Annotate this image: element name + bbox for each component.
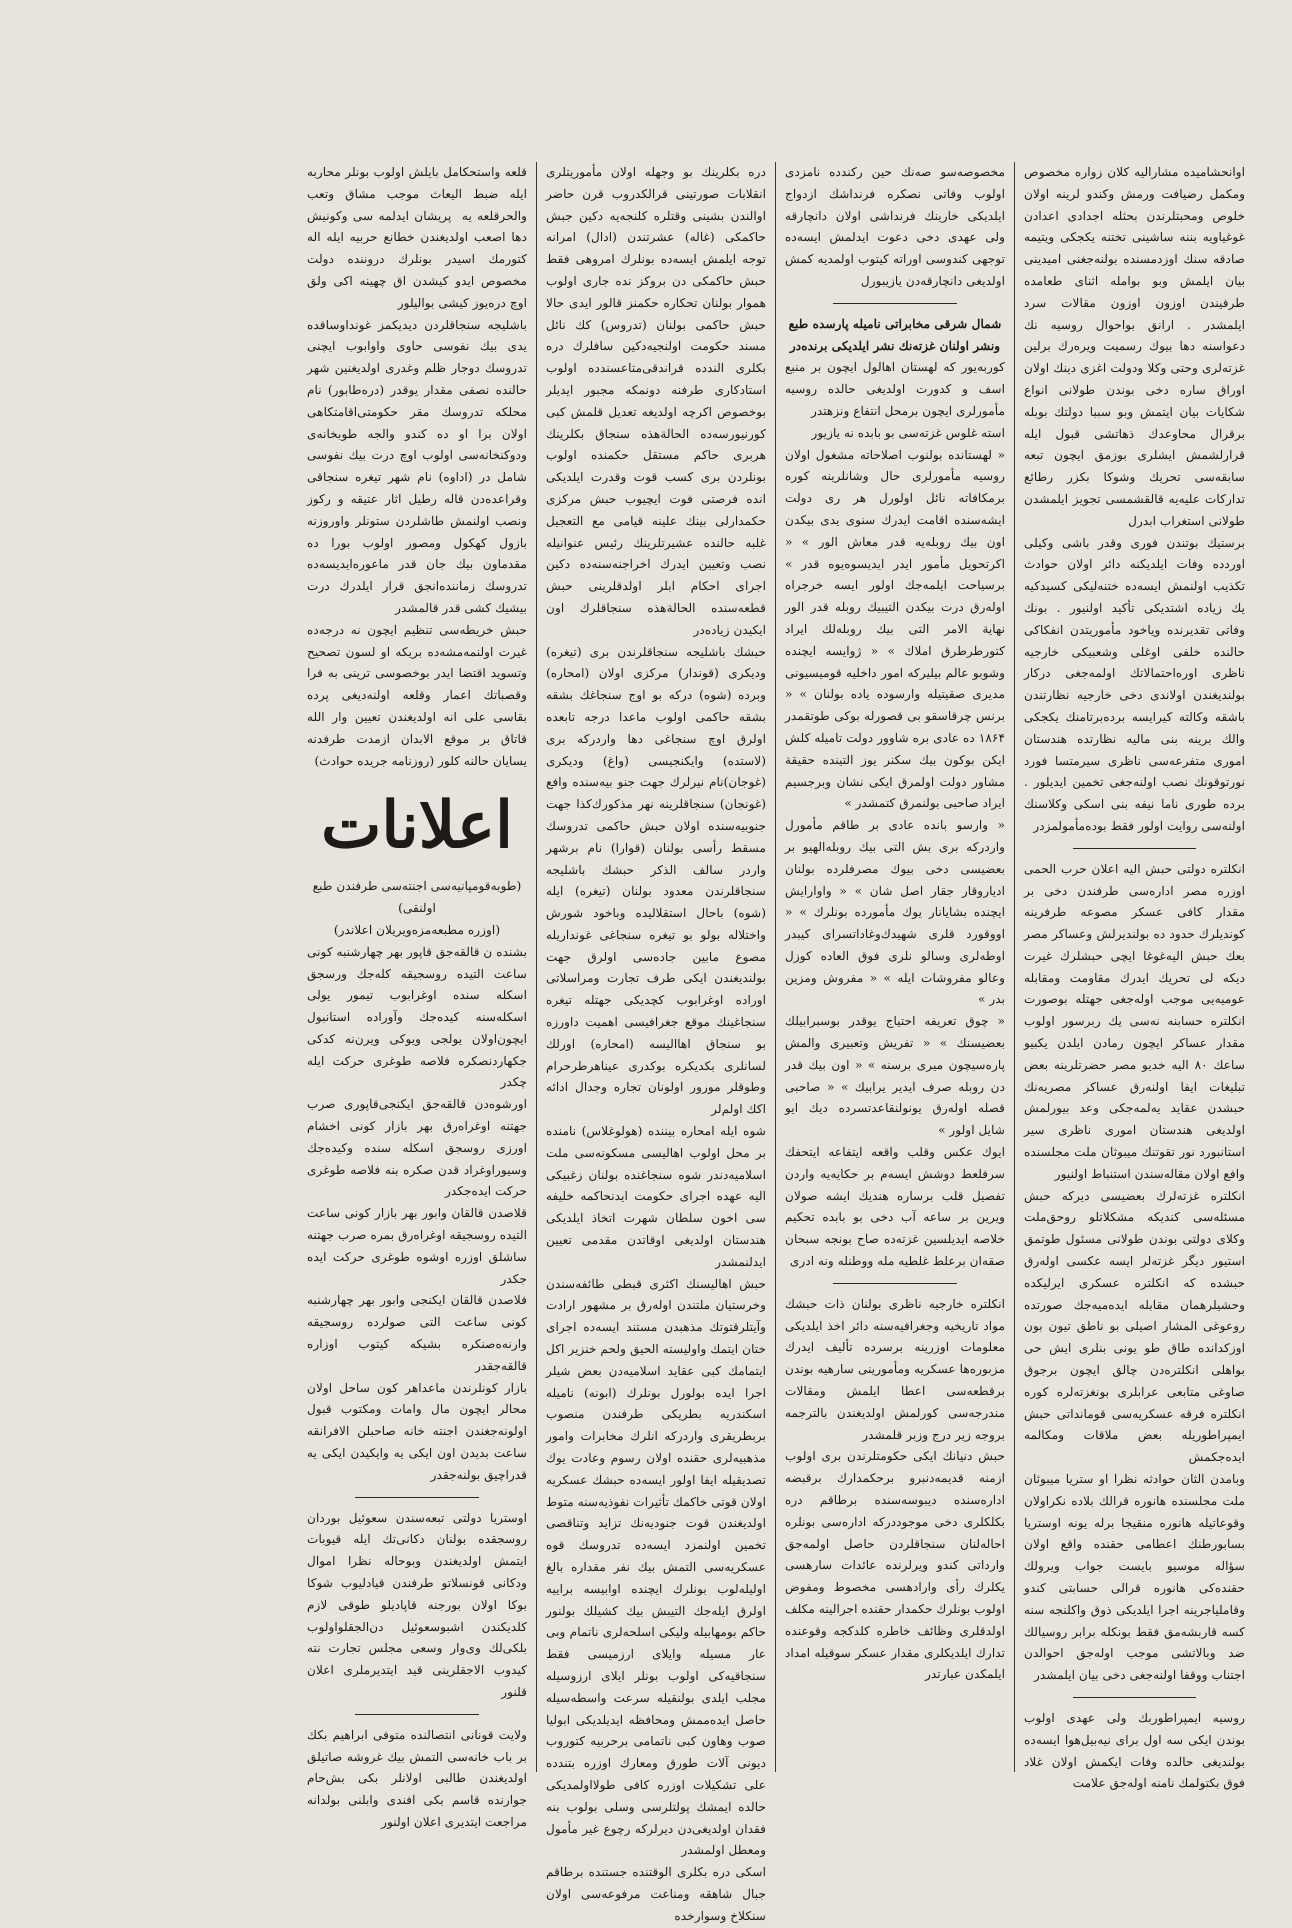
- article-paragraph: « لهستانده بولنوب اصلاحاته مشغول اولان روسیه مأمورلری حال وشانلرینه کوره برمکافاته نائل اولورل هر ری دولت ایشه‌سنده اقامت ایدرك سنوی یدی بیکدن اون بیك روبله‌یه قدر معاش الور » « اکرتحویل مأمور ایدر ایدیسوه‌یوه قدر » برسیاحت ایلمه‌جك اولور ایسه خرجراه اوله‌رق درت بیکدن التیبیك روبله قدر الور نهایة الامر التی بیك روبله‌لك ایراد کتورطرطرق املاك » « ژوایسه ایچنده وشوبو عالم بیلیرکه امور داخلیه قومیسیونی مدیری صقیتیله وارسوده یاده بولنان » « برنس چرقاسقو بی قصورله بوکی طوتقمدر ۱۸۶۴ ده عادی بره شاوور دولت تامیله کلش ایکن بوکون بیك سکنر یوز التینده حقیقة مشاور دولت اولمرق ایکی نشان وبرجسیم ایراد صاحبی بولنمرق کتمشدر »: [785, 447, 1005, 811]
- article-paragraph: انکلتره دولتی حبش الیه اعلان حرب الحمی اوزره مصر اداره‌سی طرفندن دخی بر مقدار کافی عسکر مصوعه طرفرینه کوندیلرك حدود ده بولندیرلش وعساکر مصر بعك حبش الیه‌غوغا ایچی حبشلرك غیرت دیکه لی تحریك ایدرك مقاومت ومقابله عومیه‌یی موجب اوله‌جغی جهتله بوصورت انکلتره حسابنه نه‌سی یك ربرسور اولوب مقدار عساکر ایچون رمادن ایلدن یکبیو ساعك ۸۰ الیه خدیو مصر حضرتلرینه بعض تبلیغات ایفا اولنه‌رق عساکر مصریه‌نك حبشدن عقاید یه‌لمه‌جکی وعد بیورلمش اولدیغی هندستان اموری ناظری سیر استانبورد نور تقوتنك میبوثان ملت مجلسنده وافع اولان مقاله‌سندن استنباط اولنیور: [1024, 861, 1245, 1181]
- ad-paragraph: قلاصدن قالقان وابور بهر بازار کونی ساعت التیده روسجیقه اوغراه‌رق بمره صرب جهتنه ساشلق اوزره اوشوه طوغری حرکت ایده جکدر: [307, 1206, 527, 1286]
- article-paragraph: مخصوصه‌سو صه‌نك حین رکندده نامزدی اولوب وفاتی نصکره فرنداشك ازدواج ایلدیکی خارینك فرنداشی اولان دانچارقه ولی عهدی دخی دعوت ایدلمش ایسه‌ده توجهی کندوسی اوراته کیتوب اولمدیه کمش اولدیغی دانچارقه‌دن یازیبورل: [785, 165, 1005, 288]
- section-divider: [1073, 1697, 1197, 1698]
- article-paragraph: اسکی دره بکلری الوقتنده جستنده برطاقم جبال شاهقه ومناعت مرفوعه‌سی اولان سنکلاخ وسوارخده: [546, 1865, 766, 1923]
- ad-paragraph: اورشوه‌دن قالقه‌جق ایکنجی‌قاپوری صرب جهتنه اوغراه‌رق بهر بازار کونی اخشام اورزی روسجق اسکله سنده وکیده‌جك وسیوراوغراد قدن صکره بنه فلاصه طوغری حرکت ایده‌جکدر: [307, 1097, 527, 1199]
- article-paragraph: « وارسو بانده عادی بر طاقم مأمورل واردرکه بری بش التی بیك روبله‌الهیو بر بعضیسی دخی بیوك مصرفلرده بولنان ادیاروقار جقار اصل شان » « واوارایش ایچنده بشایانار یوك مأمورده بونلرك » « اووقورد قلری شهیدك‌وغاداتسرای کیبدر اوطه‌لری وسالو نلری فوق العاده کوزل وعالو مفروشات ایله » « مفروش ومزین بدر »: [785, 818, 1005, 1007]
- ad-paragraph: اوستریا دولتی تبعه‌سندن سعوئیل بوردان روسجقده بولنان دکانی‌تك ایله قیوبات ایتمش اولدیغندن وبوحاله نظرا اموال ودکانی قونسلاتو طرفندن قیادلیوب شوکا بوکا اولان بورجنه قاپادیلو طوقی لازم کلدیکندن اشبوسعوئیل دن‌‌الجقلو‌اولوب بلکی‌لك وی‌وار ‌وسعی مجلس تجارت نته کیدوب الاجقلرینی قید ایتدیرملری اعلان قلنور: [307, 1510, 527, 1699]
- advertisements-subtitle: (اوزره مطبعه‌مزه‌ویریلان اعلاندر): [333, 922, 501, 937]
- article-paragraph: حبشك باشلیجه سنجاقلرندن بری (تیغره) ودیکری (قوندار) مرکزی اولان (امحاره) وبرده (شوه) درکه بو اوج سنجاغك بشقه بشقه حاکمی اولوب ماعدا درجه تابعده اولرق اوچ سنجاغی دها واردرکه بری (لاستده) وایکنجیسی (واغ) ودیکری (غوجان)نام نیرلرك جهت جنو بیه‌سنده وافع (غونجان) سنجاقلرینه نهر مذکورك‌کذا جهت جنوبیه‌سنده اولان حبش حاکمی تدروسك مسقط رأسی بولنان (قوارا) نام برشهر واردر سالف الذکر حبشك باشلیجه سنجاقلرندن معدود بولنان (تیغره) ایله (شوه) باحال استقلالیده وباخود شورش واختلاله بولو بو تیغره سنجاغی غونداریله مصوع مابین جاده‌سی اولرق جهت بولندیغندن ایکی طرف تجارت ومراسلاتی اوراده اوغرابوب کچدیکی جهتله تیغره سنجاغینك موقع جغرافیسی اهمیت داورزه بو سنجاق اهاالیسه (امحاره) اورلك لسانلری بکدیکره بوکدری عیناهرطرحرام وطوقلر مورور اولونان تجاره وجدال ادائه اکك اولم‌لر: [546, 644, 766, 1117]
- article-paragraph: « چوق تعریفه احتیاج یوقدر بوسبرابیلك بعضیسنك » « تفریش وتعبیری والمش پاره‌سیچون میری برسنه » « اون بیك قدر دن روبله صرف ایدیر یرابیك » « صاحبی قصله اوله‌رق یونولنقاعدتسرده دیك ایو شایل اولور »: [785, 1014, 1005, 1138]
- column-4: [298, 162, 537, 1829]
- advertisements-heading: اعلانات: [321, 788, 513, 864]
- article-paragraph: حبش خریطه‌سی تنظیم ایچون نه درجه‌ده غیرت اولنمه‌مشه‌ده بریکه او لسون تصحیح وتسوید اقتضا ایدر بوخصوسی ترینی به فرا وقصباتك اعمار وقلعه اولنه‌دیغی‌ پرده بقاسی علی انه اولدیغندن تعیین وار الله قاتاق بر موقع الابدان ازمدت ‌طرفدنه‌ یسایان حالنه کلور (روزنامه جریده حوادث): [307, 622, 527, 768]
- article-paragraph: شوه ایله امحاره بیننده (هولوغلاس) نامنده بر محل اولوب اهالیسی مسکونه‌سی ملت اسلامیه‌دندر شوه سنجاغنده بولنان زغبیکی الیه عهده اجرای حکومت ایدنحاکمه خلیفه سی اخون سلطان شهرت اتخاذ ایلدیکی هندستان اولدیغی اوقاتدن‌ مقدمی تعیین ایدلنمشدر: [546, 1124, 766, 1269]
- section-divider: [355, 1497, 478, 1498]
- newspaper-columns: [58, 162, 1254, 1923]
- ad-paragraph: بازار کونلرندن ماعداهر کون ساحل اولان محالر ایچون مال وامات ومکتوب قبول اولونه‌جغندن‌ اجنته خانه صاحبلن الافرانقه ساعت بدیدن اون ایکی یه وایکیدن ایکی یه قدراچیق بولنه‌جقدر: [307, 1380, 527, 1482]
- article-paragraph: قلعه واستحکامل بایلش اولوب بونلر محاربه ایله ضبط الیعاث موجب مشاق وتعب والحرقلعه یه ‌ پریشان ایدلمه سی وکونیش دها اصعب اولدیغندن خطانع حربیه ایله اله کتورمك اسیدر بونلرك دروننده دولت مخصوص ایدو کیشدن اق چهینه اکی ولق اوچ دره‌یوز کیشی بوالیلور: [307, 165, 527, 310]
- article-paragraph: اوانحشامیده مشارالیه کلان زواره مخصوص ومکمل رضیافت ورمش وکندو لرینه اولان خلوص ومحبتلرندن بحثله اجدادی اعدادن غوغیاویه بننه ساشینی تختنه یکجکی ویتیمه صادقه سنك اوزدمسنده بولنه‌جغنی امیدینی بیان ایلمش وبو بوامله اثنای طعامده طرفیندن اوزون اوزون مقالات سرد ایلمشدر . ارانق بواحوال روسیه نك دعواسنه دها بیوك رسمیت ویره‌رك برلین غزته‌لری وحتی وکلا ودولت اغزی دینك اولان اوراق ساره دخی بوندن طولانی انواع شکایات بیان ایتمش وبو سببا دولتك بوبله برقرال محاوعدك ذهاتشی قبول ایله قرارلشمش ایشلری بوزمق ایچون تبعه سابقه‌سی تحریك وشوکا بکزر رطائع تداركات علیه‌یه قالقشمسی تجویز ایلمشدن طولانی استغراب ابدرل: [1024, 165, 1245, 528]
- article-paragraph: انکلتره خارجیه ناظری بولنان ذات حبشك مواد تاریخیه وجغرافیه‌سنه دائر اخذ ایلدیکی معلومات اوزرینه برسرده تألیف ایدرك مزبوره‌ها عسکریه ومأمورینی سارهیه بوندن برقطعه‌سی اعطا ایلمش ومقالات مندرجه‌سی کورلمش اولدیغندن بالترجمه بروجه زیر درج وزبر قلمشدر: [785, 1296, 1005, 1442]
- article-paragraph: انکلتره غزته‌لرك بعضیسی دیرکه حبش مسئله‌سی کندیکه مشکلاتلو روحق‌ملت وکلای دولتی بوندن طولانی مسئول طوتمق استیور دیگر غزته‌لر ایسه عکسی اوله‌رق حبشده که انکلتره عسکری ایرلیکده وحشیلرهمان مقابله ایده‌میه‌جك صورتده روعوغی المشار اصیلی بو ناطق تیون بون اوزکدانده طاق طو یونی بنلری ایش حی بواهلی انکلتره‌دن چالق ایچون برجوق صاوغی متابعی عرابلری بونغزته‌لره کوره انکلتره فرقه عسکریه‌سی قومانداتی حبش ایمپراطوریله بعض ملاقات ومکالمه ایده‌جکمش: [1024, 1188, 1245, 1465]
- article-paragraph: ایوك عکس وقلب واقعه ایتفاعه ایتحفك سرفلعط دوشش ایسه‌م بر حکایه‌یه واردن تفصیل قلب برساره هندیك ایشه صولان ویرین بر ساعه آب دخی بو بابده ‌تحکیم خلاصه ایدیلسین غزته‌ده صاح بونجه سبحان ‌صقه‌ان‌ برعلط غلطیه مله ووطنله ونه ادری: [785, 1145, 1005, 1269]
- article-paragraph: باشلیجه سنجاقلردن دیدیکمز غونداوساقده یدی بیك نفوسی حاوی واوابوب ایچنی تدروسك دوجار ظلم وغدری اولدیغنین‌‌ شهر حالنده نصفی مقدار یوقدر (دره‌طابور) نام محلکه تدروسك مقر حکومتی‌اقامتکاهی اولان برا او ده کندو والجه طوبخانه‌ی ودوکنخانه‌سی اولوب اوچ درت بیك نفوسی شامل‌ در (اداوه) نام شهر تیغره سنجاقی وقراعده‌دن قاله رطیل اثار عتیقه و رکوز ونصب اولنمش طاشلردن ستونلر واوروزنه بازول کهکول ومصور اولوب بورا ده مقدماون بیك جان قدر ماعوره‌ایدیسه‌ده تدروسك زماننده‌ا‌نجق قرار ایلدرك درت بیشیك کشی قدر قالمشدر: [307, 317, 527, 615]
- article-paragraph: حبش دنیانك ایکی حکومتلرندن بری اولوب ازمنه قدیمه‌دنبرو برحکمدارك برقبضه اداره‌سنده دیبوسه‌سنده برطاقم دره بکلکلری دخی موجوددرکه اداره‌سی بونلره احاله‌لنان سنجاقلردن حاصل اولمه‌جق وارداتی کندو ویرلرنده عائدات سارهسی یکلرك رأی وارادهسی مخصوط ومفوض اولوب بونلرك حکمدار حقنده اجرالینه مکلف اولدقلری وظائف خاطره کلدکجه وقوعنده تدارك ایلدیکلری مقدار عسکر سوقیله امداد ایلمکدن عبارتدر: [785, 1449, 1005, 1682]
- article-paragraph: حبش اهالیسنك اکثری قبطی طائفه‌سندن وخرستیان ملتندن اوله‌رق بر مشهور ارادت وآیتلرقتوتك مذهبدن مستند ایسه‌ده اجرای ختان ایتمك واولیسته الحیق ولحم خنزیر اکل ایتمامك کبی عقاید اسلامیه‌دن بعض شیلر اجرا ایده‌ بولورل بونلرك (ابونه) نامیله اسکندریه بطریکی طرفندن منصوب بربطریقری واردرکه انلرك مخابرات وامور مذهبیه‌لری حقنده اولان رسوم وعادت یوك تصدیقیله ایفا اولور ایسه‌ده حبشك عسکریه اولان قوتی خاکمك تأثیرات نفوذیه‌سنه متوط اولدیغندن قوت جنودیه‌نك تزاید وتناقصی تخمین اولنمزد ایسه‌ده تدروسك قوه عسکریه‌سی التمش بیك نفر مقداره بالغ اولیله‌لوب بونلرك ایچنده اوابیسه براییه اولرق ایله‌جك التیبش بیك کشیلك بولنور حاکم بومهابیله ولیکی اسلحه‌لری ناتمام وبی ‌عار مسیله وایلای ارزمیسی فقط سنجاقیه‌کی اولوب بونلر‌ ایلای ارزوسیله مجلب ایلدی بولنقیله سرعت واسطه‌سیله حاصل ایده‌ممش ومحافظه ایدیلدیکی ابولیا صوب وهاون کبی ناتمامی برحربیه کتوروب‌ دیونی آلات طورق ومعارك اوزره بتندده علی تشکیلات اوزره کافی طو‌لا‌اولمدیکی حالده ایمشك پولتلرسی وسلی بولوب بنه فقدان اولدیغی‌دن دیرلرکه رچوع غیر مأمول ومعطل اولمشدر: [546, 1276, 766, 1858]
- column-3: [537, 162, 776, 1923]
- article-paragraph: وبامدن الثان حوادثه نظرا او ستریا میبوثان ملت مجلسنده هانوره قرالك بلاده نکراولان وقوعاتیله هانوره منقیجا برله یونه اوستریا بسابورطنك اعطامی حقنده واقع اولان سؤاله موسیو بایست جواب ویرولك حقنده‌کی هانوره قرالی حسابتی کندو وقاملیاجرینه اجرا ایلدیکی ذوق واکلنجه سنه کسه قاربشه‌مق فقط بونکله برابر روسیالك ضد وبالاتشی موجب اوله‌جق احوالدن اجتناب ووقفا اولنه‌جغی دخی بیان ایلمشدر: [1024, 1472, 1245, 1683]
- section-divider: [355, 1714, 478, 1715]
- ad-paragraph: بشنده ن قالقه‌جق قاپور بهر چهارشنبه کونی ساعت التیده روسجیقه کله‌جك ورسجق اسکله سنده اوغرابوب تیمور یولی اسکله‌سنه کیده‌جك وآوراده استانبول ایچون‌اولان یولجی ویوکی ویرن‌نه کدکی جکهاردنصکره فلاصه طوغری حرکت ایله چکدر: [307, 944, 527, 1090]
- section-divider: [833, 1283, 956, 1284]
- article-paragraph: استه غلوس غزته‌سی بو بابده نه یازیور: [811, 425, 1005, 440]
- article-heading: شمال شرقی مخابراتی نامیله پارسده طبع ونشر اولنان غزته‌نك نشر ایلدیکی برنده‌در: [788, 316, 1002, 353]
- article-paragraph: برستیك بوتندن فوری وقدر باشی وکیلی اوردده وفات ایلدیکنه دائر اولان حوادث تکذیب اولنمش ایسه‌ده ختنه‌لیکی کسیدکیه یك زیاده اشتدیکی تأکید اولنیور . بونك وفاتی تقدیرنده ویاخود مأموریتدن انفکاکی حالنده خلفی اوغلی وشعبیکی خارجیه ناظری اوره‌احتمالاتك اولمه‌جغی دركار بولندیغندن اولاندی دخی خارجیه نظارتندن باشقه وکالته کیرایسه برده‌برتامنك یکجکی والك برینه بنی مالیه نظارتده هندستان اموری متفرعه‌سی ناظری سیرمتسا فورد نورتوقونك نصب اولنه‌جغی تخمین ایدیلور . برده طوری ناما نیفه بنی اسکی وکلاسنك اولنه‌سی روایت اولور فقط بوده‌مأمولمزدر: [1024, 535, 1245, 833]
- column-1: [1015, 162, 1254, 1791]
- section-divider: [1073, 848, 1197, 849]
- article-paragraph: کوربه‌یور که لهستان اهالول ایچون بر منبع اسف و کدورت اولدیغی حالده روسیه مأمورلری ایچون برمحل انتفاع ونزهتدر: [785, 360, 1005, 418]
- section-divider: [833, 303, 956, 304]
- advertisements-subtitle: (طوبه‌قومپانیه‌سی اجنته‌سی طرفندن طبع اولنقی): [312, 879, 522, 916]
- article-paragraph: روسیه ایمپراطوربك ولی عهدی اولوب بوندن ایکی سه اول برای نیه‌بیل‌هوا ایسه‌ده بولندیغی حالده وفات ایکمش اولان غلاد فوق بکتولمك نامنه اوله‌جق علامت: [1024, 1710, 1245, 1791]
- ad-paragraph: فلاصدن قالقان ایکنجی وابور بهر چهارشنبه کونی ساعت التی صولرده روسجیقه وارنه‌ه‌صنکره بشیکه کیتوب اوزاره قالقه‌جقدر: [307, 1293, 527, 1373]
- ad-paragraph: ولایت قونانی انتصالنده متوفی ابراهیم بکك بر باب خانه‌سی التمش بیك غروشه صاتیلق اولدیغندن طالبی اولانلر بکی بش‌حام جوارنده قاسم بکی افندی وابلنی بولدانه ‌مراجعت ایتدیری اعلان اولنور: [307, 1727, 527, 1829]
- article-paragraph: دره بکلرینك بو وجهله اولان مأموریتلری انقلابات صورتینی قرالکدروب قرن حاضر اوالندن بشینی وقتلره کلنجه‌یه دکین جبش حاکمکی (غاله) عشرتندن (ادال) امرانه توجه ایلمش ایسه‌ده بونلرك امروهی فقط حبش حاکمکی دن بروکز نده جاری اولوب هموار بولنان تحکاره حکمنز قالور ایدی حالا حبش حاکمی بولنان (تدروس) كك نائل مسند حکومت اولنجیه‌دکین سافلرك دره بکلری الندده قراندقی‌متاعسند‌‌ده‌ ‌اولوب استادکاری طرفنه دونمکه مجبور ایدیلر بوخصوص اکرچه اولدیغه تعدیل قلمش کبی کورنیورسه‌ده الحالة‌هذه سنجاق بکلرینك هربری حاکم مستقل حکمنده اولوب بونلردن بری کسب قوت وقدرت ایلدیکی انده فرصتی فوت ایچیوب حبش مرکزی حکمدارلی بینك علینه قیامی مع التعجیل غلبه حالنده عشیرتلرینك رئیس عنوانیله نصب وتعیین ایدرك اخراجنه‌سنه‌ده دکین اجرای احکام ابلر اولدقلرینی حبش قطعه‌سنده الحالة‌هذه سنجاقلرك اون ایکیدن زیاده‌در: [546, 165, 766, 637]
- column-2: [776, 162, 1015, 1772]
